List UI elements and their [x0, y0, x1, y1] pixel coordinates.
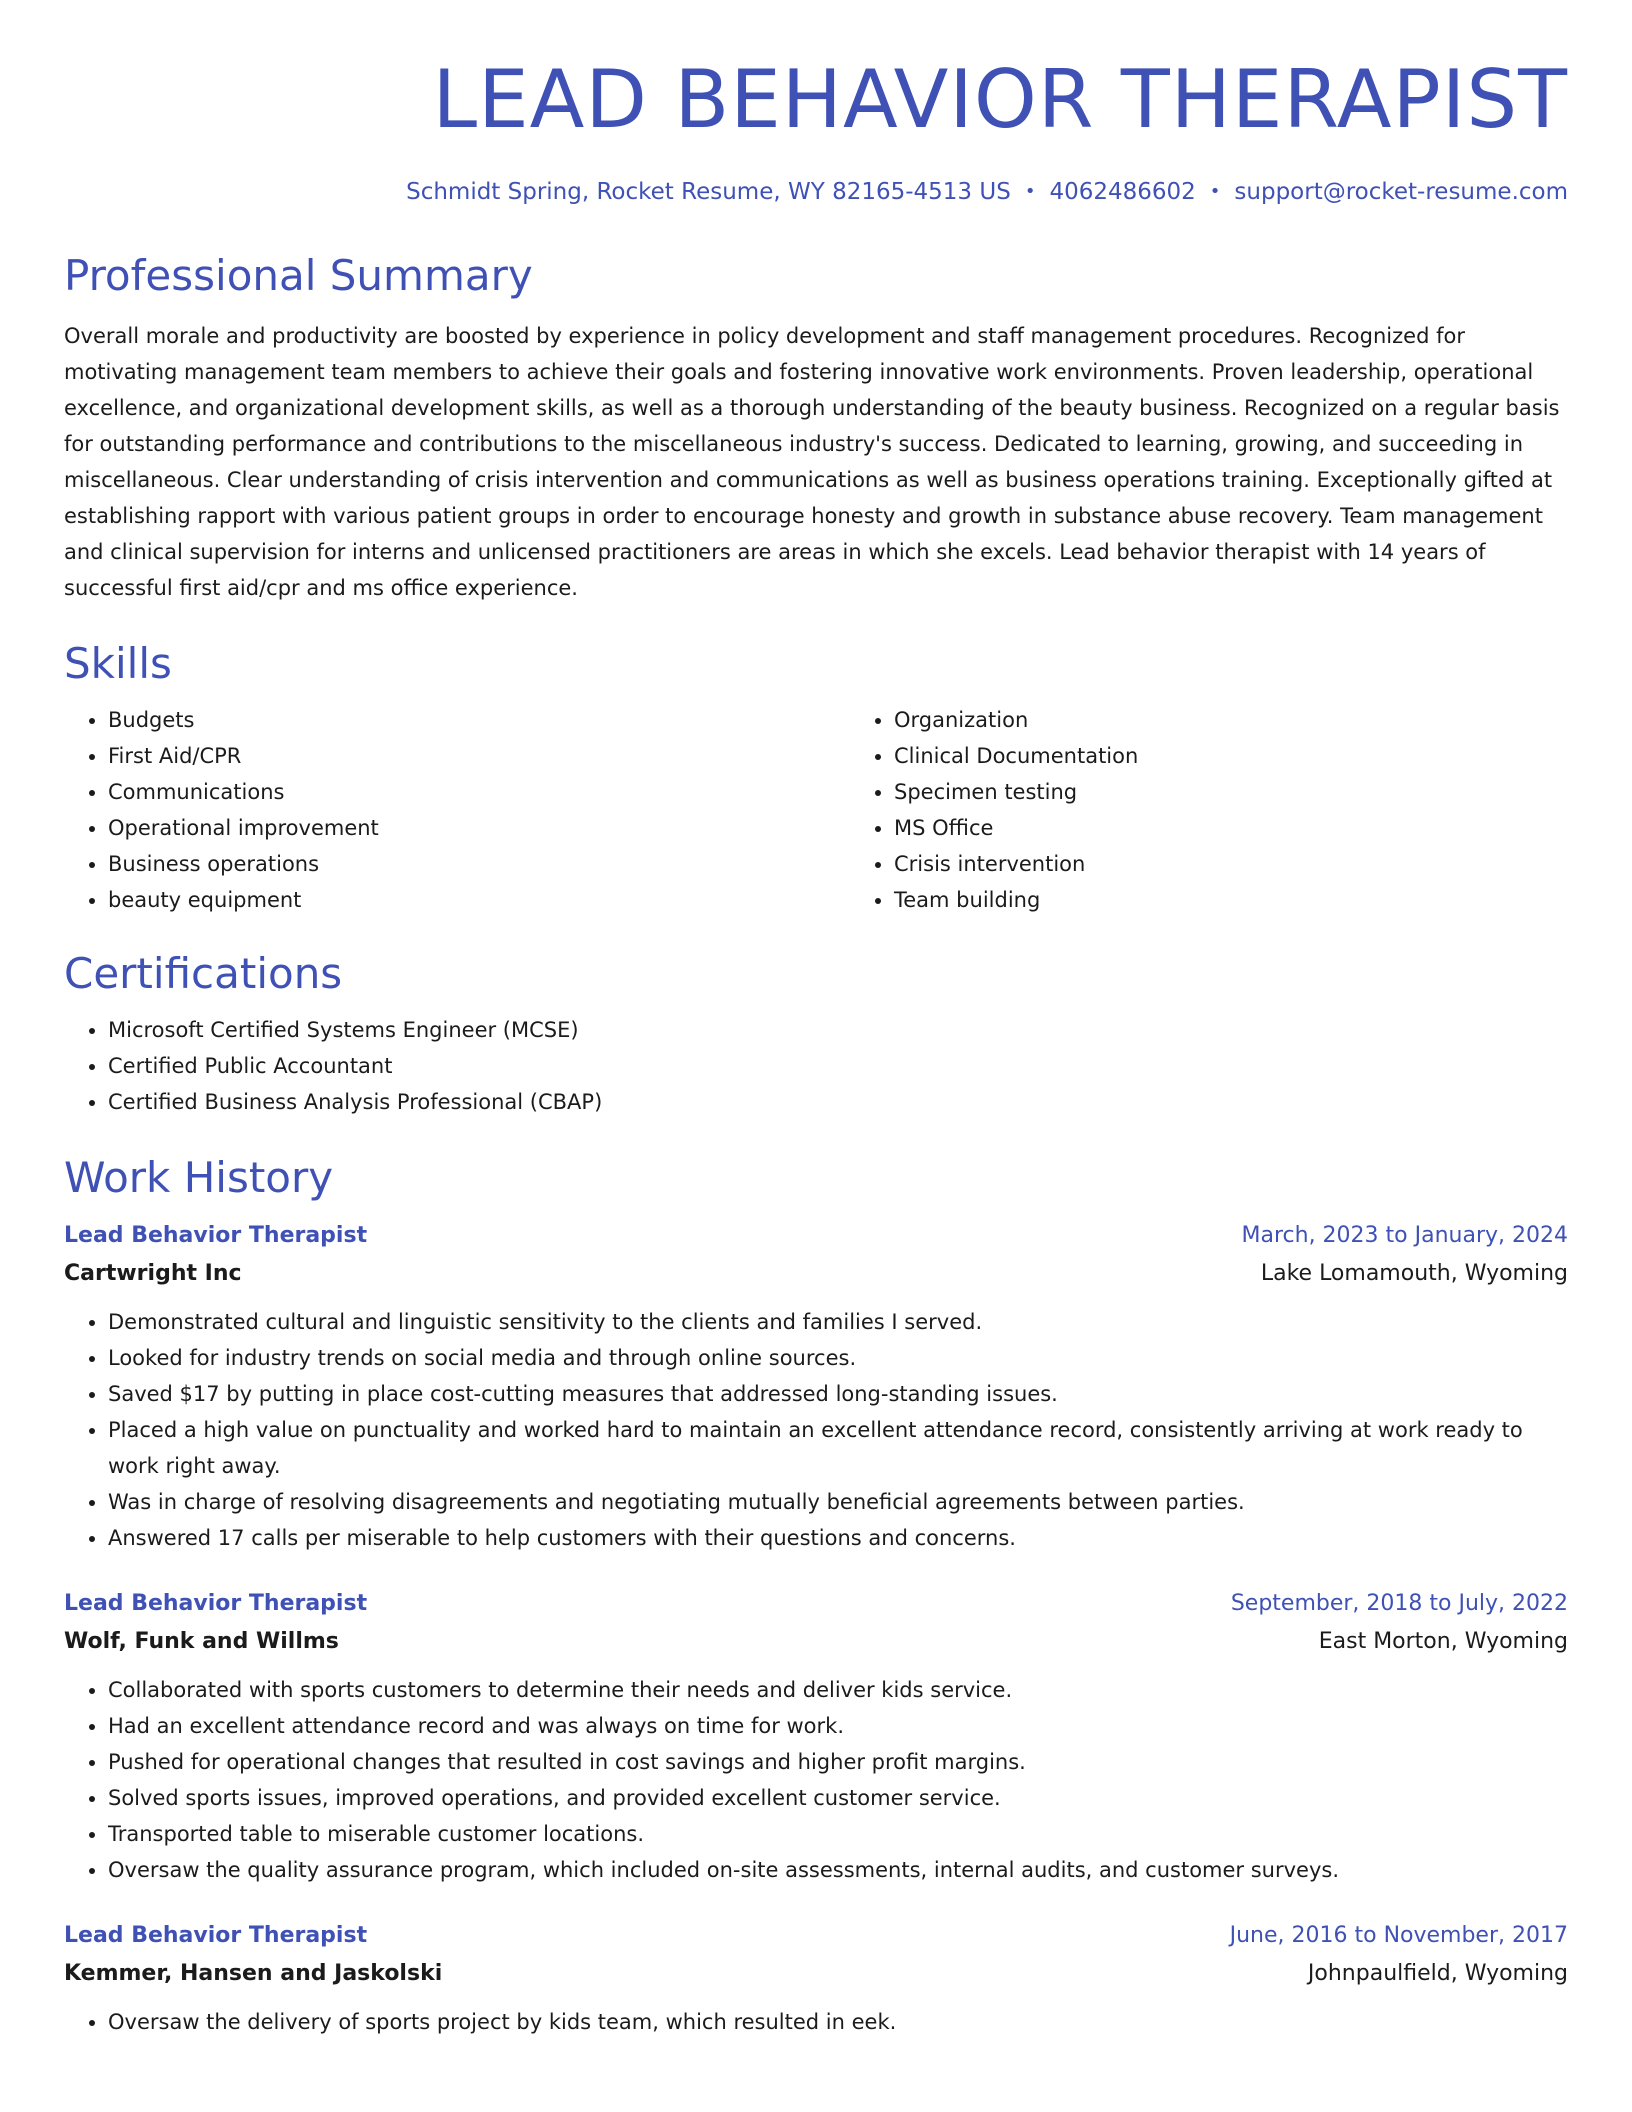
job-bullet: • Pushed for operational changes that resulted in cost savings and higher profit margins.: [108, 1744, 1568, 1780]
job-dates: June, 2016 to November, 2017: [1229, 1923, 1568, 1948]
job-role: Lead Behavior Therapist: [64, 1223, 368, 1248]
job-bullets: [64, 1672, 1568, 1888]
job-bullet: • Looked for industry trends on social media and through online sources.: [108, 1340, 1568, 1376]
job-company: Kemmer, Hansen and Jaskolski: [64, 1961, 443, 1986]
skill-item: • Clinical Documentation: [894, 738, 1632, 774]
summary-text: Overall morale and productivity are boosted by experience in policy development and staff management procedures. Recognized for motivating management team members to achieve their goals and fostering innovative work environments. Proven leadership, operational excellence, and organizational development skills, as well as a thorough understanding of the beauty business. Recognized on a regular basis for outstanding performance and contributions to the miscellaneous industry's success. Dedicated to learning, growing, and succeeding in miscellaneous. Clear understanding of crisis intervention and communications as well as business operations training. Exceptionally gifted at establishing rapport with various patient groups in order to encourage honesty and growth in substance abuse recovery. Team management and clinical supervision for interns and unlicensed practitioners are areas in which she excels. Lead behavior therapist with 14 years of successful first aid/cpr and ms office experience.: [64, 324, 1560, 600]
job-bullets: [64, 1304, 1568, 1556]
skills-grid: [64, 702, 1568, 918]
skill-item: • MS Office: [894, 810, 1632, 846]
skill-item: • Specimen testing: [894, 774, 1632, 810]
job-bullet: • Demonstrated cultural and linguistic sensitivity to the clients and families I served.: [108, 1304, 1568, 1340]
skill-item: • Business operations: [108, 846, 850, 882]
job-subheader: [64, 1254, 1568, 1294]
contact-line: [64, 176, 1568, 208]
skill-item: • First Aid/CPR: [108, 738, 850, 774]
summary-heading: Professional Summary: [64, 251, 533, 300]
resume-title: LEAD BEHAVIOR THERAPIST: [432, 53, 1568, 146]
contact-separator: •: [1209, 181, 1221, 202]
job-bullets: [64, 2004, 1568, 2040]
job-bullet: • Answered 17 calls per miserable to help customers with their questions and concerns.: [108, 1520, 1568, 1556]
skill-item: • Communications: [108, 774, 850, 810]
job-dates: September, 2018 to July, 2022: [1230, 1591, 1568, 1616]
skill-item: • Organization: [894, 702, 1632, 738]
skill-item: • beauty equipment: [108, 882, 850, 918]
job-bullet: • Placed a high value on punctuality and worked hard to maintain an excellent attendance record, consistently arriving at work ready to work right away.: [108, 1412, 1568, 1484]
certifications-heading: Certifications: [64, 949, 343, 998]
skill-item: • Operational improvement: [108, 810, 850, 846]
job-bullet: • Had an excellent attendance record and was always on time for work.: [108, 1708, 1568, 1744]
job-bullet: • Saved $17 by putting in place cost-cutting measures that addressed long-standing issues.: [108, 1376, 1568, 1412]
contact-phone: 4062486602: [1049, 179, 1196, 205]
contact-separator: •: [1024, 181, 1036, 202]
job-header: [64, 1218, 1568, 1254]
contact-email: support@rocket-resume.com: [1234, 179, 1568, 205]
job-bullet: • Solved sports issues, improved operations, and provided excellent customer service.: [108, 1780, 1568, 1816]
job-header: [64, 1586, 1568, 1622]
skill-item: • Team building: [894, 882, 1632, 918]
job-subheader: [64, 1954, 1568, 1994]
certification-item: • Certified Business Analysis Professional (CBAP): [108, 1084, 1568, 1120]
certification-item: • Microsoft Certified Systems Engineer (MCSE): [108, 1012, 1568, 1048]
job-location: East Morton, Wyoming: [1318, 1629, 1568, 1654]
job-company: Cartwright Inc: [64, 1261, 242, 1286]
job-bullet: • Oversaw the quality assurance program, which included on-site assessments, internal audits, and customer surveys.: [108, 1852, 1568, 1888]
skill-item: • Budgets: [108, 702, 850, 738]
skills-right-list: [850, 702, 1632, 918]
job-role: Lead Behavior Therapist: [64, 1923, 368, 1948]
job-location: Johnpaulfield, Wyoming: [1307, 1961, 1568, 1986]
job-header: [64, 1918, 1568, 1954]
job-role: Lead Behavior Therapist: [64, 1591, 368, 1616]
job-entry: [64, 1586, 1568, 1888]
skill-item: • Crisis intervention: [894, 846, 1632, 882]
job-subheader: [64, 1622, 1568, 1662]
job-entry: [64, 1218, 1568, 1556]
contact-address: Schmidt Spring, Rocket Resume, WY 82165-4513 US: [406, 179, 1011, 205]
job-entry: [64, 1918, 1568, 2040]
job-location: Lake Lomamouth, Wyoming: [1260, 1261, 1568, 1286]
job-bullet: • Oversaw the delivery of sports project by kids team, which resulted in eek.: [108, 2004, 1568, 2040]
certifications-list: [64, 1012, 1568, 1120]
skills-left-list: [64, 702, 850, 918]
work-history-heading: Work History: [64, 1153, 334, 1202]
job-bullet: • Transported table to miserable customer locations.: [108, 1816, 1568, 1852]
job-bullet: • Collaborated with sports customers to determine their needs and deliver kids service.: [108, 1672, 1568, 1708]
job-bullet: • Was in charge of resolving disagreements and negotiating mutually beneficial agreements between parties.: [108, 1484, 1568, 1520]
job-company: Wolf, Funk and Willms: [64, 1629, 339, 1654]
certification-item: • Certified Public Accountant: [108, 1048, 1568, 1084]
skills-heading: Skills: [64, 639, 172, 688]
job-dates: March, 2023 to January, 2024: [1241, 1223, 1568, 1248]
